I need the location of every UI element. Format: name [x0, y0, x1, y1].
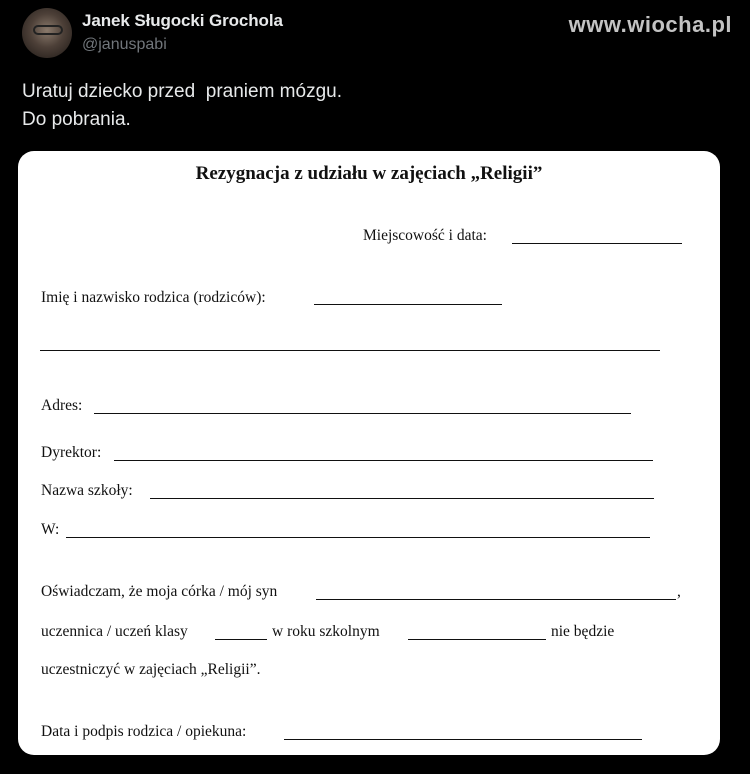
tweet-line-2: Do pobrania. — [22, 109, 131, 130]
parent-name-label: Imię i nazwisko rodzica (rodziców): — [41, 289, 266, 306]
author-handle[interactable]: @januspabi — [82, 36, 167, 53]
pupil-class-label: uczennica / uczeń klasy — [41, 623, 188, 640]
signature-line — [284, 739, 642, 740]
resignation-form — [18, 151, 720, 755]
director-line — [114, 460, 653, 461]
signature-label: Data i podpis rodzica / opiekuna: — [41, 723, 247, 740]
parent-name-line-2 — [40, 350, 660, 351]
school-name-label: Nazwa szkoły: — [41, 482, 133, 499]
parent-name-line — [314, 304, 502, 305]
avatar-glasses-detail — [33, 25, 63, 35]
avatar[interactable] — [22, 8, 72, 58]
child-name-line — [316, 599, 676, 600]
statement-label: Oświadczam, że moja córka / mój syn — [41, 583, 278, 600]
participate-text: uczestniczyć w zajęciach „Religii”. — [41, 661, 261, 678]
watermark: www.wiocha.pl — [568, 12, 732, 37]
in-label: W: — [41, 521, 60, 538]
in-line — [66, 537, 650, 538]
school-year-label: w roku szkolnym — [272, 623, 380, 640]
place-date-line — [512, 243, 682, 244]
class-line — [215, 639, 267, 640]
form-title: Rezygnacja z udziału w zajęciach „Religii” — [195, 163, 543, 184]
author-display-name[interactable]: Janek Sługocki Grochola — [82, 11, 283, 30]
school-name-line — [150, 498, 654, 499]
tweet-text — [22, 78, 342, 134]
director-label: Dyrektor: — [41, 444, 102, 461]
tweet-line-1: Uratuj dziecko przed praniem mózgu. — [22, 81, 342, 102]
statement-comma: , — [677, 583, 681, 600]
will-not-label: nie będzie — [551, 623, 615, 640]
address-line — [94, 413, 631, 414]
place-date-label: Miejscowość i data: — [363, 227, 487, 244]
attached-image[interactable] — [18, 151, 720, 755]
address-label: Adres: — [41, 397, 83, 414]
school-year-line — [408, 639, 546, 640]
